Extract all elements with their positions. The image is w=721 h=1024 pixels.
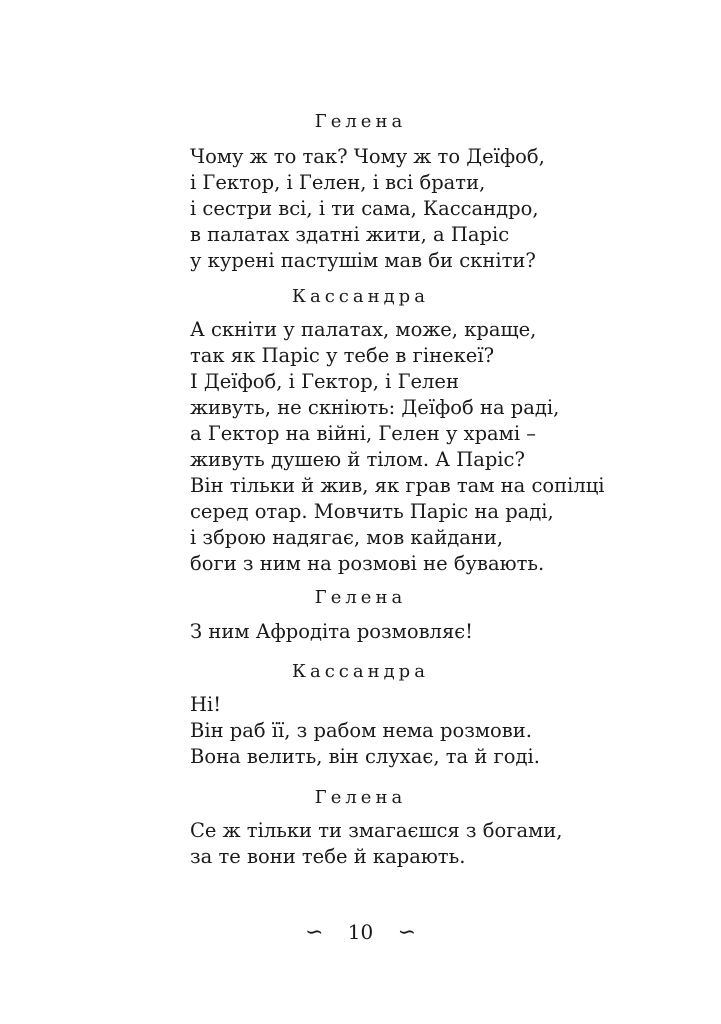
verse-line: З ним Афродіта розмовляє!	[190, 620, 474, 643]
ornament-icon: ∽	[397, 920, 417, 945]
verse-line: за те вони тебе й карають.	[190, 845, 466, 868]
verse-line: у курені пастушім мав би скніти?	[190, 249, 536, 272]
verse-line: живуть, не скніють: Деїфоб на раді,	[190, 396, 560, 419]
page-number: 10	[347, 920, 374, 944]
speech-block	[190, 144, 610, 274]
ornament-icon: ∽	[304, 920, 324, 945]
speaker-name: Гелена	[314, 587, 407, 608]
speaker-name: Кассандра	[292, 661, 429, 682]
verse-line: боги з ним на розмові не бувають.	[190, 552, 545, 575]
verse-line: А скніти у палатах, може, краще,	[190, 318, 537, 341]
speaker-name: Кассандра	[292, 286, 429, 307]
speech-block	[190, 818, 610, 870]
speaker-name: Гелена	[314, 787, 407, 808]
verse-line: і зброю надягає, мов кайдани,	[190, 526, 504, 549]
verse-line: серед отар. Мовчить Паріс на раді,	[190, 500, 554, 523]
verse-line: І Деїфоб, і Гектор, і Гелен	[190, 370, 459, 393]
verse-line: живуть душею й тілом. А Паріс?	[190, 448, 525, 471]
verse-line: і сестри всі, і ти сама, Кассандро,	[190, 197, 539, 220]
speaker-name: Гелена	[314, 111, 407, 132]
speech-block	[190, 692, 610, 770]
verse-line: в палатах здатні жити, а Паріс	[190, 223, 510, 246]
verse-line: а Гектор на війні, Гелен у храмі –	[190, 422, 537, 445]
verse-line: Вона велить, він слухає, та й годі.	[190, 745, 540, 768]
speech-block	[190, 619, 610, 645]
verse-line: Се ж тільки ти змагаєшся з богами,	[190, 819, 563, 842]
verse-line: Він раб її, з рабом нема розмови.	[190, 719, 532, 742]
verse-line: Чому ж то так? Чому ж то Деїфоб,	[190, 145, 545, 168]
page-footer	[0, 918, 721, 947]
verse-line: Він тільки й жив, як грав там на сопілці	[190, 474, 605, 497]
verse-line: Ні!	[190, 693, 222, 716]
speech-block	[190, 317, 610, 577]
verse-line: так як Паріс у тебе в гінекеї?	[190, 344, 495, 367]
verse-line: і Гектор, і Гелен, і всі брати,	[190, 171, 486, 194]
